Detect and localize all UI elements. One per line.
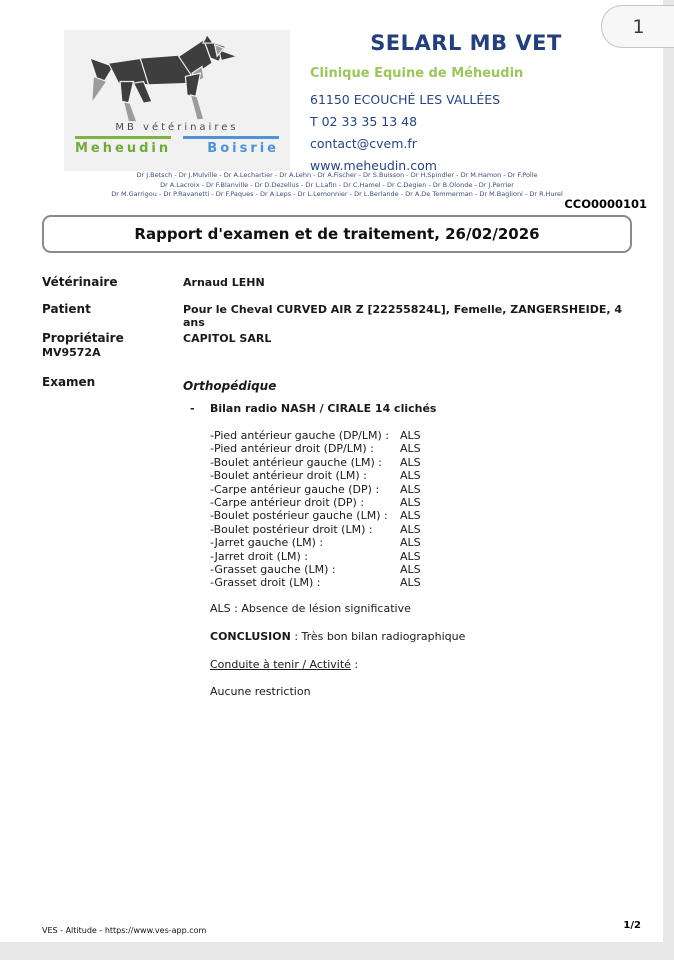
result-value: ALS: [400, 576, 421, 590]
result-site: -Carpe antérieur droit (DP) :: [210, 496, 365, 510]
clinic-header: [310, 31, 622, 180]
conclusion-text: : Très bon bilan radiographique: [290, 629, 466, 643]
result-row: [210, 496, 645, 509]
result-value: ALS: [400, 482, 421, 496]
result-site: -Grasset gauche (LM) :: [210, 563, 336, 577]
result-value: ALS: [400, 469, 421, 483]
result-row: [210, 442, 645, 455]
logo-divider-green: [75, 136, 171, 139]
report-title: Rapport d'examen et de traitement, 26/02/2026: [134, 225, 540, 243]
result-value: ALS: [400, 442, 421, 456]
exam-category: Orthopédique: [183, 379, 277, 393]
result-row: [210, 576, 645, 589]
page-indicator: 1/2: [623, 920, 641, 931]
footer-app-link-text[interactable]: VES - Altitude - https://www.ves-app.com: [42, 926, 207, 935]
result-row: [210, 429, 645, 442]
company-name: SELARL MB VET: [370, 31, 562, 55]
result-site: -Boulet antérieur gauche (LM) :: [210, 455, 382, 469]
clinic-email-link[interactable]: contact@cvem.fr: [310, 136, 417, 151]
result-value: ALS: [400, 509, 421, 523]
result-row: [210, 456, 645, 469]
als-definition: ALS : Absence de lésion significative: [210, 601, 411, 615]
doctors-list-line-2: Dr A.Lacroix - Dr F.Blanville - Dr D.Dezellus - Dr L.Lafin - Dr C.Hamel - Dr C.Degien - Dr B.Olonde - Dr J.Perrier: [160, 180, 514, 189]
page-number-tab-label: 1: [632, 15, 645, 38]
exam-content: [183, 379, 645, 698]
logo-divider-blue: [183, 136, 279, 139]
result-row: [210, 469, 645, 482]
result-site: -Jarret gauche (LM) :: [210, 536, 324, 550]
result-row: [210, 523, 645, 536]
result-site: -Carpe antérieur gauche (DP) :: [210, 482, 380, 496]
result-value: ALS: [400, 549, 421, 563]
conduct-line: [210, 658, 645, 671]
field-label: [42, 331, 183, 359]
result-value: ALS: [400, 429, 421, 442]
conduct-heading: Conduite à tenir / Activité: [210, 657, 351, 671]
field-value: Arnaud LEHN: [183, 276, 265, 289]
doctors-list-line-3: Dr M.Garrigou - Dr P.Ravanetti - Dr F.Paques - Dr A.Leps - Dr L.Lemonnier - Dr L.Berlande - Dr A.De Temmerman - Dr M.Baglioni - Dr R.Hurel: [111, 190, 563, 198]
result-row: [210, 550, 645, 563]
result-site: -Boulet postérieur gauche (LM) :: [210, 509, 388, 523]
result-site: -Pied antérieur droit (DP/LM) :: [210, 442, 374, 456]
result-value: ALS: [400, 536, 421, 550]
result-row: [210, 483, 645, 496]
reference-number: CCO0000101: [564, 197, 647, 211]
exam-procedure-row: [183, 402, 645, 415]
doctors-list-line-1: Dr J.Betsch - Dr J.Mulville - Dr A.Lechartier - Dr A.Lehn - Dr A.Fischer - Dr S.Buisson - Dr H.Spindler - Dr M.Hamon - Dr F.Polle: [136, 171, 538, 179]
result-site: -Boulet antérieur droit (LM) :: [210, 469, 367, 483]
result-value: ALS: [400, 563, 421, 577]
result-site: -Grasset droit (LM) :: [210, 576, 321, 590]
clinic-logo: [64, 30, 290, 171]
result-value: ALS: [400, 522, 421, 536]
result-site: -Jarret droit (LM) :: [210, 549, 309, 563]
field-row-owner: [42, 331, 638, 359]
activity-note: Aucune restriction: [210, 684, 311, 698]
owner-code: MV9572A: [42, 346, 101, 359]
horse-logo-graphic: [75, 33, 279, 125]
clinic-phone: T 02 33 35 13 48: [310, 114, 418, 129]
clinic-website-link[interactable]: www.meheudin.com: [310, 158, 437, 173]
field-label-text: Propriétaire: [42, 331, 124, 345]
field-row-patient: [42, 302, 638, 329]
bullet-dash: -: [190, 402, 195, 415]
field-value: CAPITOL SARL: [183, 332, 272, 345]
field-label: Vétérinaire: [42, 275, 118, 289]
field-value: Pour le Cheval CURVED AIR Z [22255824L], Femelle, ZANGERSHEIDE, 4 ans: [183, 303, 623, 329]
logo-name-meheudin: Meheudin: [75, 141, 172, 156]
result-row: [210, 536, 645, 549]
doctors-list: [28, 171, 646, 200]
result-value: ALS: [400, 455, 421, 469]
conduct-colon: :: [350, 657, 359, 671]
exam-procedure: Bilan radio NASH / CIRALE 14 clichés: [210, 402, 437, 415]
result-row: [210, 563, 645, 576]
radiograph-results-list: [210, 429, 645, 590]
page-number-tab[interactable]: [601, 5, 674, 48]
result-value: ALS: [400, 496, 421, 510]
footer-app-link[interactable]: [42, 926, 206, 935]
result-site: -Boulet postérieur droit (LM) :: [210, 522, 373, 536]
field-row-veterinarian: [42, 275, 638, 289]
field-label: Patient: [42, 302, 91, 316]
conclusion-line: [210, 630, 645, 643]
clinic-address: 61150 ECOUCHÉ LES VALLÉES: [310, 92, 501, 107]
exam-section-label: Examen: [42, 375, 96, 389]
logo-name-boisrie: Boisrie: [207, 141, 279, 156]
result-site: -Pied antérieur gauche (DP/LM) :: [210, 429, 389, 442]
result-row: [210, 509, 645, 522]
conclusion-label: CONCLUSION: [210, 629, 291, 643]
report-title-box: [42, 215, 632, 253]
logo-caption: MB vétérinaires: [115, 122, 239, 133]
clinic-name: Clinique Equine de Méheudin: [310, 66, 524, 81]
